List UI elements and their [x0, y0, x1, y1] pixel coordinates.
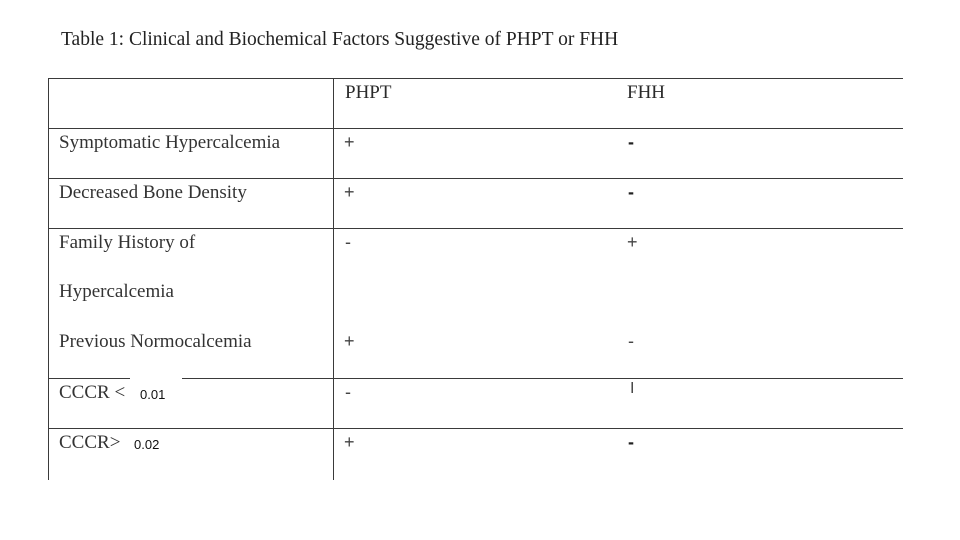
row-label: CCCR> [59, 432, 121, 453]
fhh-value: I [630, 380, 635, 397]
phpt-value: + [344, 331, 355, 351]
phpt-value: + [344, 132, 355, 152]
row-label: CCCR < [59, 382, 126, 403]
table-rule [48, 228, 903, 229]
cccr-threshold: 0.01 [140, 387, 166, 402]
fhh-value: - [628, 132, 634, 152]
row-label: Decreased Bone Density [59, 182, 247, 203]
phpt-value: - [345, 382, 351, 402]
fhh-value: + [627, 232, 638, 252]
row-label-continued: Hypercalcemia [59, 281, 174, 302]
table-rule [48, 428, 903, 429]
fhh-value: - [628, 331, 634, 351]
phpt-value: + [344, 432, 355, 452]
overlay-patch [130, 371, 182, 383]
row-label: Family History of [59, 232, 196, 253]
overlay-patch [48, 452, 188, 482]
table-rule [48, 78, 49, 480]
table-rule [48, 178, 903, 179]
phpt-value: - [345, 232, 351, 252]
phpt-value: + [344, 182, 355, 202]
table-rule [48, 78, 903, 79]
table-rule [48, 428, 49, 480]
row-label: Symptomatic Hypercalcemia [59, 132, 281, 153]
column-header-fhh: FHH [627, 82, 666, 103]
fhh-value: - [628, 182, 634, 202]
table-rule [333, 78, 334, 480]
fhh-value: - [628, 432, 634, 452]
table-caption: Table 1: Clinical and Biochemical Factors Suggestive of PHPT or FHH [61, 29, 619, 50]
cccr-threshold: 0.02 [134, 437, 160, 452]
table-rule [48, 128, 903, 129]
column-header-phpt: PHPT [345, 82, 392, 103]
row-label: Previous Normocalcemia [59, 331, 252, 352]
